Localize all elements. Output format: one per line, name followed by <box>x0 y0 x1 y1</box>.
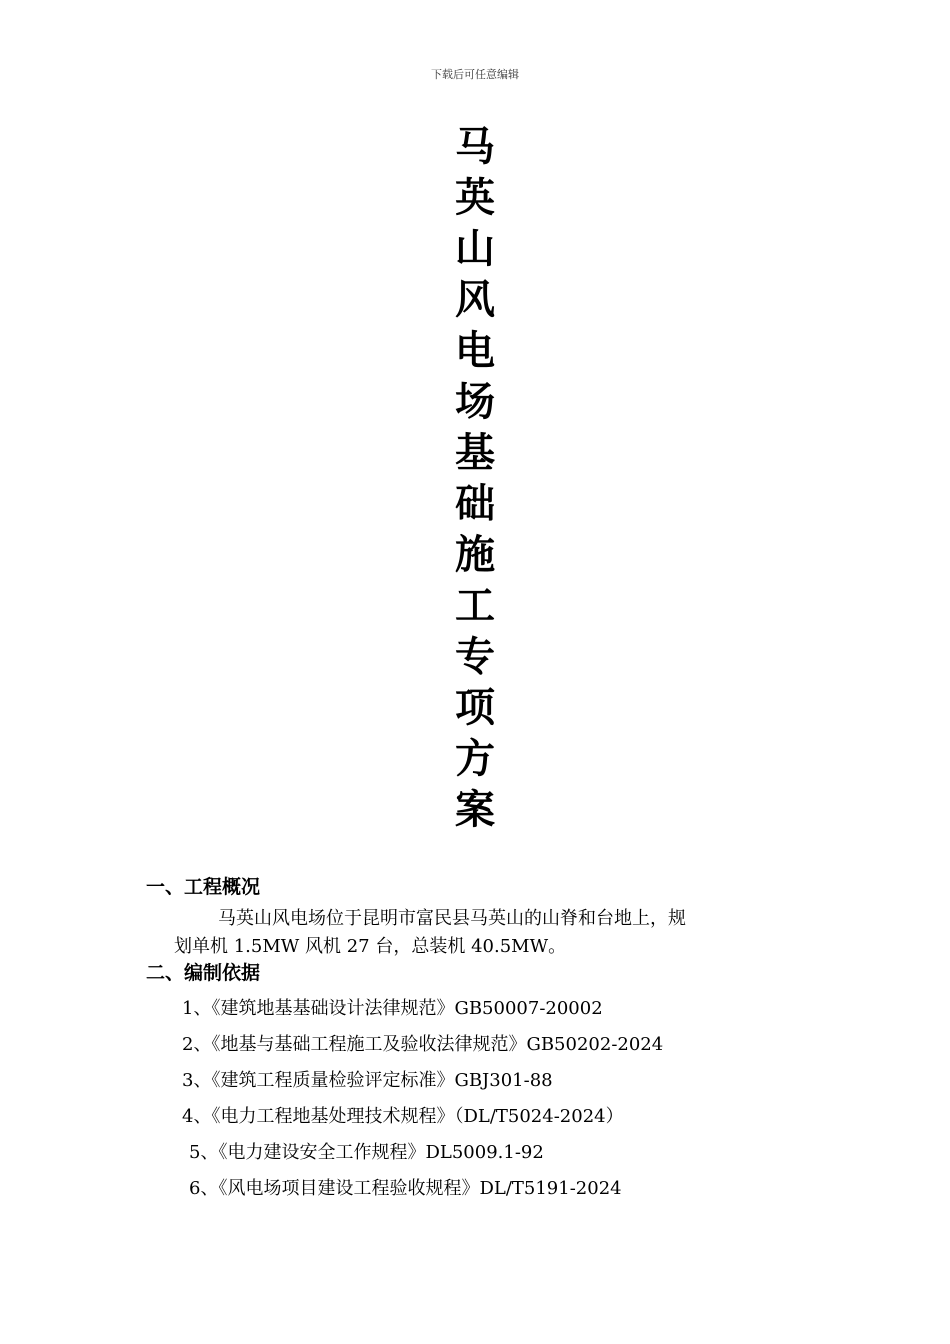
title-char: 马 <box>455 124 495 170</box>
title-char: 山 <box>455 226 495 272</box>
title-char: 风 <box>455 277 495 323</box>
title-char: 方 <box>455 736 495 782</box>
reference-item: 1、《建筑地基基础设计法律规范》GB50007-20002 <box>182 998 603 1019</box>
reference-item: 3、《建筑工程质量检验评定标准》GBJ301-88 <box>182 1070 553 1091</box>
overview-paragraph <box>174 905 814 961</box>
header-note: 下载后可任意编辑 <box>431 68 519 81</box>
document-title <box>445 122 505 836</box>
title-char: 场 <box>455 379 495 425</box>
title-char: 专 <box>455 634 495 680</box>
title-char: 电 <box>455 328 495 374</box>
section-heading-overview: 一、工程概况 <box>146 876 261 898</box>
title-char: 项 <box>455 685 495 731</box>
overview-paragraph-line: 划单机 1.5MW 风机 27 台，总装机 40.5MW。 <box>174 936 567 957</box>
title-char: 础 <box>455 481 495 527</box>
reference-item: 2、《地基与基础工程施工及验收法律规范》GB50202-2024 <box>182 1034 664 1055</box>
reference-item: 4、《电力工程地基处理技术规程》（DL/T5024-2024） <box>182 1106 624 1127</box>
title-char: 案 <box>455 787 495 833</box>
reference-item: 5、《电力建设安全工作规程》DL5009.1-92 <box>189 1142 544 1163</box>
section-heading-basis: 二、编制依据 <box>146 962 261 984</box>
overview-paragraph-line: 马英山风电场位于昆明市富民县马英山的山脊和台地上，规 <box>218 908 686 929</box>
title-char: 英 <box>455 175 495 221</box>
reference-item: 6、《风电场项目建设工程验收规程》DL/T5191-2024 <box>189 1178 622 1199</box>
title-char: 施 <box>455 532 495 578</box>
title-char: 基 <box>455 430 495 476</box>
title-char: 工 <box>455 583 495 629</box>
